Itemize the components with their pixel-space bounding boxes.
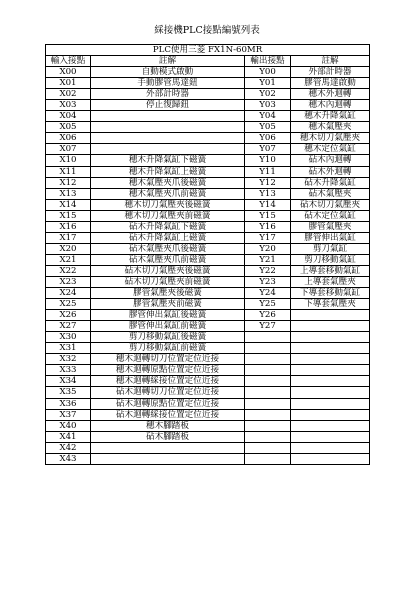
plc-io-table bbox=[45, 44, 370, 465]
output-point-cell: Y27 bbox=[245, 321, 291, 332]
table-row bbox=[46, 376, 370, 387]
input-note-cell: 停止復歸鈕 bbox=[91, 100, 245, 111]
output-point-cell: Y13 bbox=[245, 188, 291, 199]
input-note-cell bbox=[91, 453, 245, 464]
table-row bbox=[46, 387, 370, 398]
output-note-cell: 砧木氣壓夾 bbox=[291, 188, 370, 199]
output-point-cell: Y01 bbox=[245, 78, 291, 89]
input-point-cell: X25 bbox=[46, 299, 91, 310]
input-note-cell: 自動模式啟動 bbox=[91, 67, 245, 78]
table-row bbox=[46, 431, 370, 442]
output-point-cell: Y03 bbox=[245, 100, 291, 111]
input-note-cell: 穗木迴轉綵接位置定位近接 bbox=[91, 376, 245, 387]
output-note-cell bbox=[291, 310, 370, 321]
input-note-cell: 穗木迴轉切刀位置定位近接 bbox=[91, 354, 245, 365]
table-row bbox=[46, 453, 370, 464]
input-note-cell: 穗木腳踏板 bbox=[91, 420, 245, 431]
output-point-cell: Y12 bbox=[245, 177, 291, 188]
table-row bbox=[46, 354, 370, 365]
input-point-cell: X22 bbox=[46, 265, 91, 276]
input-note-cell: 砧木切刀氣壓夾前磁簧 bbox=[91, 276, 245, 287]
output-point-cell bbox=[245, 376, 291, 387]
input-point-cell: X13 bbox=[46, 188, 91, 199]
input-point-cell: X37 bbox=[46, 409, 91, 420]
output-note-cell: 膠管氣壓夾 bbox=[291, 221, 370, 232]
header-output-point: 輸出接點 bbox=[245, 56, 291, 67]
output-point-cell: Y15 bbox=[245, 210, 291, 221]
output-point-cell: Y02 bbox=[245, 89, 291, 100]
table-row bbox=[46, 265, 370, 276]
input-note-cell: 砧木升降氣缸上磁簧 bbox=[91, 232, 245, 243]
output-note-cell bbox=[291, 332, 370, 343]
caption-row bbox=[46, 45, 370, 56]
input-note-cell: 砧木迴轉原點位置定位近接 bbox=[91, 398, 245, 409]
output-point-cell bbox=[245, 365, 291, 376]
output-note-cell: 穗木切刀氣壓夾 bbox=[291, 133, 370, 144]
output-point-cell bbox=[245, 343, 291, 354]
output-note-cell: 砧木升降氣缸 bbox=[291, 177, 370, 188]
input-note-cell bbox=[91, 111, 245, 122]
input-point-cell: X43 bbox=[46, 453, 91, 464]
input-note-cell: 穗木升降氣缸上磁簧 bbox=[91, 166, 245, 177]
table-row bbox=[46, 409, 370, 420]
input-point-cell: X10 bbox=[46, 155, 91, 166]
input-point-cell: X35 bbox=[46, 387, 91, 398]
table-row bbox=[46, 365, 370, 376]
input-note-cell: 手動膠管馬達鈕 bbox=[91, 78, 245, 89]
table-row bbox=[46, 398, 370, 409]
table-row bbox=[46, 155, 370, 166]
output-note-cell bbox=[291, 343, 370, 354]
output-point-cell bbox=[245, 387, 291, 398]
table-row bbox=[46, 144, 370, 155]
input-note-cell: 膠管氣壓夾前磁簧 bbox=[91, 299, 245, 310]
output-note-cell bbox=[291, 420, 370, 431]
output-note-cell: 膠管伸出氣缸 bbox=[291, 232, 370, 243]
output-point-cell: Y00 bbox=[245, 67, 291, 78]
table-row bbox=[46, 122, 370, 133]
output-note-cell bbox=[291, 321, 370, 332]
table-row bbox=[46, 276, 370, 287]
input-point-cell: X12 bbox=[46, 177, 91, 188]
table-row bbox=[46, 100, 370, 111]
table-row bbox=[46, 243, 370, 254]
output-point-cell bbox=[245, 431, 291, 442]
output-point-cell bbox=[245, 332, 291, 343]
input-point-cell: X26 bbox=[46, 310, 91, 321]
input-note-cell: 穗木切刀氣壓夾後磁簧 bbox=[91, 199, 245, 210]
output-note-cell bbox=[291, 431, 370, 442]
table-row bbox=[46, 310, 370, 321]
output-note-cell bbox=[291, 398, 370, 409]
output-point-cell bbox=[245, 354, 291, 365]
input-point-cell: X01 bbox=[46, 78, 91, 89]
input-note-cell: 砧木迴轉綵接位置定位近接 bbox=[91, 409, 245, 420]
table-row bbox=[46, 188, 370, 199]
input-point-cell: X05 bbox=[46, 122, 91, 133]
input-point-cell: X14 bbox=[46, 199, 91, 210]
input-point-cell: X03 bbox=[46, 100, 91, 111]
input-point-cell: X30 bbox=[46, 332, 91, 343]
output-note-cell: 上導套氣壓夾 bbox=[291, 276, 370, 287]
table-row bbox=[46, 321, 370, 332]
input-point-cell: X31 bbox=[46, 343, 91, 354]
input-point-cell: X02 bbox=[46, 89, 91, 100]
input-note-cell: 砧木腳踏板 bbox=[91, 431, 245, 442]
output-point-cell bbox=[245, 409, 291, 420]
output-note-cell: 穗木外迴轉 bbox=[291, 89, 370, 100]
output-note-cell: 剪刀氣缸 bbox=[291, 243, 370, 254]
input-point-cell: X32 bbox=[46, 354, 91, 365]
output-note-cell: 砧木內迴轉 bbox=[291, 155, 370, 166]
table-row bbox=[46, 133, 370, 144]
output-note-cell bbox=[291, 365, 370, 376]
table-row bbox=[46, 332, 370, 343]
output-note-cell bbox=[291, 376, 370, 387]
input-point-cell: X07 bbox=[46, 144, 91, 155]
output-point-cell: Y26 bbox=[245, 310, 291, 321]
output-note-cell: 穗木氣壓夾 bbox=[291, 122, 370, 133]
input-note-cell bbox=[91, 144, 245, 155]
output-point-cell: Y14 bbox=[245, 199, 291, 210]
table-row bbox=[46, 343, 370, 354]
output-note-cell: 砧木外迴轉 bbox=[291, 166, 370, 177]
input-note-cell: 砧木氣壓夾爪後磁簧 bbox=[91, 243, 245, 254]
input-note-cell: 膠管伸出氣缸前磁簧 bbox=[91, 321, 245, 332]
output-point-cell: Y06 bbox=[245, 133, 291, 144]
input-point-cell: X41 bbox=[46, 431, 91, 442]
input-note-cell bbox=[91, 442, 245, 453]
table-row bbox=[46, 89, 370, 100]
header-input-point: 輸入接點 bbox=[46, 56, 91, 67]
input-note-cell: 剪刀移動氣缸後磁簧 bbox=[91, 332, 245, 343]
input-point-cell: X11 bbox=[46, 166, 91, 177]
output-note-cell bbox=[291, 409, 370, 420]
input-point-cell: X06 bbox=[46, 133, 91, 144]
input-point-cell: X40 bbox=[46, 420, 91, 431]
output-note-cell bbox=[291, 387, 370, 398]
input-point-cell: X15 bbox=[46, 210, 91, 221]
input-point-cell: X33 bbox=[46, 365, 91, 376]
output-point-cell: Y07 bbox=[245, 144, 291, 155]
table-row bbox=[46, 166, 370, 177]
table-row bbox=[46, 420, 370, 431]
output-point-cell: Y24 bbox=[245, 288, 291, 299]
table-row bbox=[46, 78, 370, 89]
input-point-cell: X23 bbox=[46, 276, 91, 287]
output-note-cell: 穗木定位氣缸 bbox=[291, 144, 370, 155]
output-point-cell bbox=[245, 420, 291, 431]
input-note-cell: 砧木升降氣缸下磁簧 bbox=[91, 221, 245, 232]
table-row bbox=[46, 111, 370, 122]
input-note-cell bbox=[91, 133, 245, 144]
input-point-cell: X24 bbox=[46, 288, 91, 299]
output-note-cell: 穗木內迴轉 bbox=[291, 100, 370, 111]
input-note-cell: 穗木升降氣缸下磁簧 bbox=[91, 155, 245, 166]
input-point-cell: X42 bbox=[46, 442, 91, 453]
table-row bbox=[46, 254, 370, 265]
input-note-cell: 剪刀移動氣缸前磁簧 bbox=[91, 343, 245, 354]
header-output-note: 註解 bbox=[291, 56, 370, 67]
table-row bbox=[46, 288, 370, 299]
input-point-cell: X20 bbox=[46, 243, 91, 254]
output-note-cell bbox=[291, 453, 370, 464]
table-row bbox=[46, 177, 370, 188]
input-note-cell: 膠管氣壓夾後磁簧 bbox=[91, 288, 245, 299]
table-row bbox=[46, 67, 370, 78]
input-note-cell: 穗木氣壓夾爪後磁簧 bbox=[91, 177, 245, 188]
input-note-cell bbox=[91, 122, 245, 133]
input-point-cell: X36 bbox=[46, 398, 91, 409]
output-note-cell: 下導套氣壓夾 bbox=[291, 299, 370, 310]
output-point-cell: Y17 bbox=[245, 232, 291, 243]
output-point-cell: Y16 bbox=[245, 221, 291, 232]
document-title: 綵接機PLC接點編號列表 bbox=[154, 25, 260, 36]
output-point-cell bbox=[245, 398, 291, 409]
input-point-cell: X17 bbox=[46, 232, 91, 243]
input-point-cell: X27 bbox=[46, 321, 91, 332]
output-note-cell: 砧木切刀氣壓夾 bbox=[291, 199, 370, 210]
input-note-cell: 膠管伸出氣缸後磁簧 bbox=[91, 310, 245, 321]
output-note-cell: 上導套移動氣缸 bbox=[291, 265, 370, 276]
output-point-cell: Y25 bbox=[245, 299, 291, 310]
input-note-cell: 砧木氣壓夾爪前磁簧 bbox=[91, 254, 245, 265]
table-row bbox=[46, 199, 370, 210]
output-point-cell: Y23 bbox=[245, 276, 291, 287]
output-note-cell: 剪刀移動氣缸 bbox=[291, 254, 370, 265]
input-note-cell: 砧木切刀氣壓夾後磁簧 bbox=[91, 265, 245, 276]
input-point-cell: X04 bbox=[46, 111, 91, 122]
output-point-cell: Y04 bbox=[245, 111, 291, 122]
table-body bbox=[46, 45, 370, 465]
output-note-cell: 下導套移動氣缸 bbox=[291, 288, 370, 299]
output-note-cell: 砧木定位氣缸 bbox=[291, 210, 370, 221]
table-row bbox=[46, 299, 370, 310]
output-point-cell: Y20 bbox=[245, 243, 291, 254]
output-point-cell: Y21 bbox=[245, 254, 291, 265]
output-point-cell: Y11 bbox=[245, 166, 291, 177]
table-row bbox=[46, 232, 370, 243]
output-point-cell bbox=[245, 442, 291, 453]
table-row bbox=[46, 221, 370, 232]
output-note-cell bbox=[291, 442, 370, 453]
plc-model-caption: PLC使用三菱 FX1N-60MR bbox=[46, 45, 370, 56]
input-note-cell: 穗木迴轉原點位置定位近接 bbox=[91, 365, 245, 376]
input-point-cell: X16 bbox=[46, 221, 91, 232]
output-point-cell: Y22 bbox=[245, 265, 291, 276]
input-point-cell: X21 bbox=[46, 254, 91, 265]
output-note-cell: 外部計時器 bbox=[291, 67, 370, 78]
output-point-cell: Y10 bbox=[245, 155, 291, 166]
table-row bbox=[46, 210, 370, 221]
output-note-cell bbox=[291, 354, 370, 365]
header-row bbox=[46, 56, 370, 67]
input-note-cell: 外部計時器 bbox=[91, 89, 245, 100]
input-note-cell: 穗木氣壓夾爪前磁簧 bbox=[91, 188, 245, 199]
output-point-cell bbox=[245, 453, 291, 464]
output-point-cell: Y05 bbox=[245, 122, 291, 133]
output-note-cell: 穗木升降氣缸 bbox=[291, 111, 370, 122]
header-input-note: 註解 bbox=[91, 56, 245, 67]
input-point-cell: X00 bbox=[46, 67, 91, 78]
input-point-cell: X34 bbox=[46, 376, 91, 387]
output-note-cell: 膠管馬達啟動 bbox=[291, 78, 370, 89]
input-note-cell: 穗木切刀氣壓夾前磁簧 bbox=[91, 210, 245, 221]
table-row bbox=[46, 442, 370, 453]
input-note-cell: 砧木迴轉切刀位置定位近接 bbox=[91, 387, 245, 398]
